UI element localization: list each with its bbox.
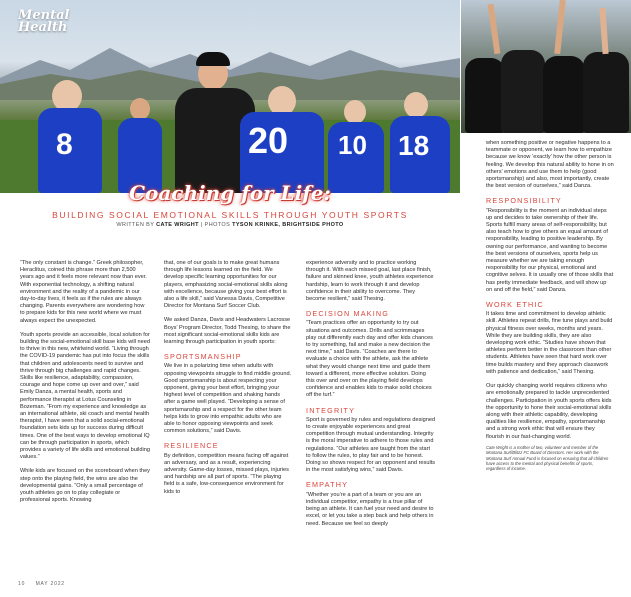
section-tag: Mental Health (18, 8, 70, 35)
player-head (344, 100, 366, 124)
paragraph: By definition, competition means facing off against an adversary, and as a result, experiencing adversity. Game-day losses, missed plays, injuries and hardship are all part of sports. “The playing field is a safe, low-consequence environment for kids to (164, 452, 289, 495)
team-celebration-photo (461, 0, 631, 133)
section-heading-empathy: EMPATHY (306, 480, 349, 490)
player-figure (583, 52, 629, 133)
section-heading-resilience: RESILIENCE (164, 441, 219, 451)
raised-arms (554, 0, 566, 54)
player-head (130, 98, 150, 120)
section-heading-integrity: INTEGRITY (306, 405, 356, 415)
column-2 (164, 260, 292, 503)
jersey-number: 20 (248, 120, 289, 161)
section-heading-responsibility: RESPONSIBILITY (486, 196, 562, 206)
raised-arms (488, 4, 501, 54)
paragraph: Our quickly changing world requires citizens who are emotionally prepared to tackle unprecedented challenges. Participation in youth sports offers kids the opportunity to hone their social-emotional skills along with their athletic capability, developing qualities like resilience, empathy, sportsmanship and a strong work ethic that will ensure they flourish in our fast-changing world. (486, 383, 612, 440)
article-byline (0, 222, 460, 228)
article-title: Coaching for Life: (129, 181, 331, 205)
section-heading-sportsmanship: SPORTSMANSHIP (164, 352, 242, 362)
byline-prefix: WRITTEN BY (116, 222, 157, 228)
paragraph: We asked Danza, Davis and Headwaters Lacrosse Boys’ Program Director, Todd Thesing, to share the most significant social-emotional skills kids are learning through participation in youth sports: (164, 317, 291, 346)
byline-author: CATE WRIGHT (156, 222, 199, 228)
paragraph: “Team practices offer an opportunity to try out situations and outcomes. Drills and scrimmages play out differently each day and offer kids chances to try something, fail and make a new decision the next time,” said Davis. “Coaches are there to evaluate a choice with the athlete, ask the athlete what they would change next time and guide them toward a different, more effective solution. Doing this over and over on the playing field develops confidence and enables kids to make solid choices off the turf.” (306, 320, 433, 399)
byline-separator: | PHOTOS (198, 222, 233, 228)
paragraph: Youth sports provide an accessible, local solution for building the social-emotional skill base kids will need to thrive in this new, whirlwind world. “Living through the COVID-19 pandemic has put into focus the skills that children and adolescents need to survive and thrive through big challenges and rapid changes. Skills like resilience, adaptability, compassion, courage and hope come up over and over,” said Emily Danza, a mental health, sports and performance therapist at Lotus Counseling in Bozeman. “From my experience and knowledge as an international athlete, ski coach and mental health therapist, I have seen that a solid social-emotional foundation sets kids up for success during difficult times. One of the best ways to develop emotional IQ can be through participation in sports, which provides a variety of life skills and emotional building values.” (20, 331, 150, 461)
byline-photographer: TYSON KRINKE, BRIGHTSIDE PHOTO (232, 222, 344, 228)
page-number: 10 (18, 581, 26, 587)
paragraph: when something positive or negative happens to a teammate or opponent, we learn how to empathize because we know ‘exactly’ how the other person is feeling. We develop this natural ability to hone in on others’ emotions and use them to help (good sportsmanship) and also, most importantly, create the best version of ourselves,” said Danza. (486, 140, 614, 190)
player-figure (501, 50, 545, 133)
paragraph: experience adversity and to practice working through it. With each missed goal, last place finish, failure and skinned knee, youth athletes experience hardship, learn to work through it and develop confidence in their ability to overcome. They become resilient,” said Thesing. (306, 260, 434, 303)
jersey-number: 18 (398, 130, 430, 161)
coach-cap (196, 52, 230, 66)
paragraph: Sport is governed by rules and regulations designed to create enjoyable experiences and great competition through mutual understanding. Integrity is the moral imperative to adhere to those rules and regulations. “Our athletes are taught from the start to follow the rules, to play fair and to be honest. Doing so shows respect for an opponent and results in the most satisfying wins,” said Davis. (306, 416, 436, 474)
jersey-number: 8 (56, 128, 73, 161)
paragraph: “Whether you’re a part of a team or you are an individual competitor, empathy is a true pillar of being an athlete. It can fuel your need and desire to excel, or let you take a step back and help others in need. Because we feel so deeply (306, 491, 434, 527)
section-heading-decision-making: DECISION MAKING (306, 309, 390, 319)
page-footer (18, 581, 65, 587)
paragraph: “Responsibility is the moment an individual steps up and decides to take ownership of their life. Sports fulfill many areas of self-responsibility, but also teach how to give others an equal amount of responsibility, leading to positive leadership. By owning our performance, and wanting to become the best versions of ourselves, sports help us measure whether we are taking enough responsibility for our physical, emotional and cognitive selves. It is usually one of those skills that has pretty immediate feedback, and will show up on and off the field,” said Danza. (486, 207, 614, 293)
raised-arms (599, 8, 608, 54)
paragraph: While kids are focused on the scoreboard when they step onto the playing field, the wins are also the developmental gains. “Only a small percentage of youth athletes go on to play collegiate or professional sports. Knowing (20, 468, 150, 504)
player-head (404, 92, 428, 118)
jersey-number: 10 (338, 130, 367, 160)
section-heading-work-ethic: WORK ETHIC (486, 300, 544, 310)
article-subtitle: BUILDING SOCIAL EMOTIONAL SKILLS THROUGH YOUTH SPORTS (52, 210, 408, 220)
issue-date: MAY 2022 (35, 581, 65, 587)
player-figure (543, 56, 585, 133)
column-1 (20, 260, 150, 512)
paragraph: that, one of our goals is to make great humans through life lessons learned on the field. We develop specific learning opportunities for our players, emphasizing social-emotional skills along with excellence, because giving your best effort is also a life skill,” said Vanessa Davis, Competitive Director for Montana Surf Soccer Club. (164, 260, 288, 310)
player-figure (465, 58, 505, 133)
paragraph: It takes time and commitment to develop athletic skill. Athletes repeat drills, fine tune plays and build physical fitness over weeks, months and years. While they are building skills, they are also developing work ethic. “Studies have shown that athletes perform better in the classroom than other students. Athletes have seen that hard work over time builds mastery and they approach classwork with patience and dedication,” said Thesing. (486, 311, 613, 375)
paragraph: We live in a polarizing time when adults with opposing viewpoints struggle to find middle ground. Good sportsmanship is about respecting your opponent, giving your best effort, bringing your highest level of competition and shaking hands after a game well played. “Developing a sense of sportsmanship and a respect for the other team helps kids to grow into empathic adults who are able to honor opposing viewpoints and seek common solutions,” said Davis. (164, 363, 292, 435)
paragraph: “The only constant is change.” Greek philosopher, Heraclitus, coined this phrase more than 2,500 years ago and it feels more relevant now than ever. With exponential technology, a shifting natural environment and the reality of a pandemic in our day-to-day lives, it feels as if the rules are always changing. Parents everywhere are wondering how to prepare kids for this new world where we must always expect the unexpected. (20, 260, 147, 324)
column-3 (306, 260, 436, 535)
author-bio: Cate Wright is a mother of two, volunteer and member of the Montana Surf/Blitzz FC Board of Directors. Her work with the Montana Surf Annual Fund is focused on ensuring that all children have access to the mental and physical benefits of sports, regardless of income. (486, 444, 609, 472)
column-4 (486, 140, 614, 472)
